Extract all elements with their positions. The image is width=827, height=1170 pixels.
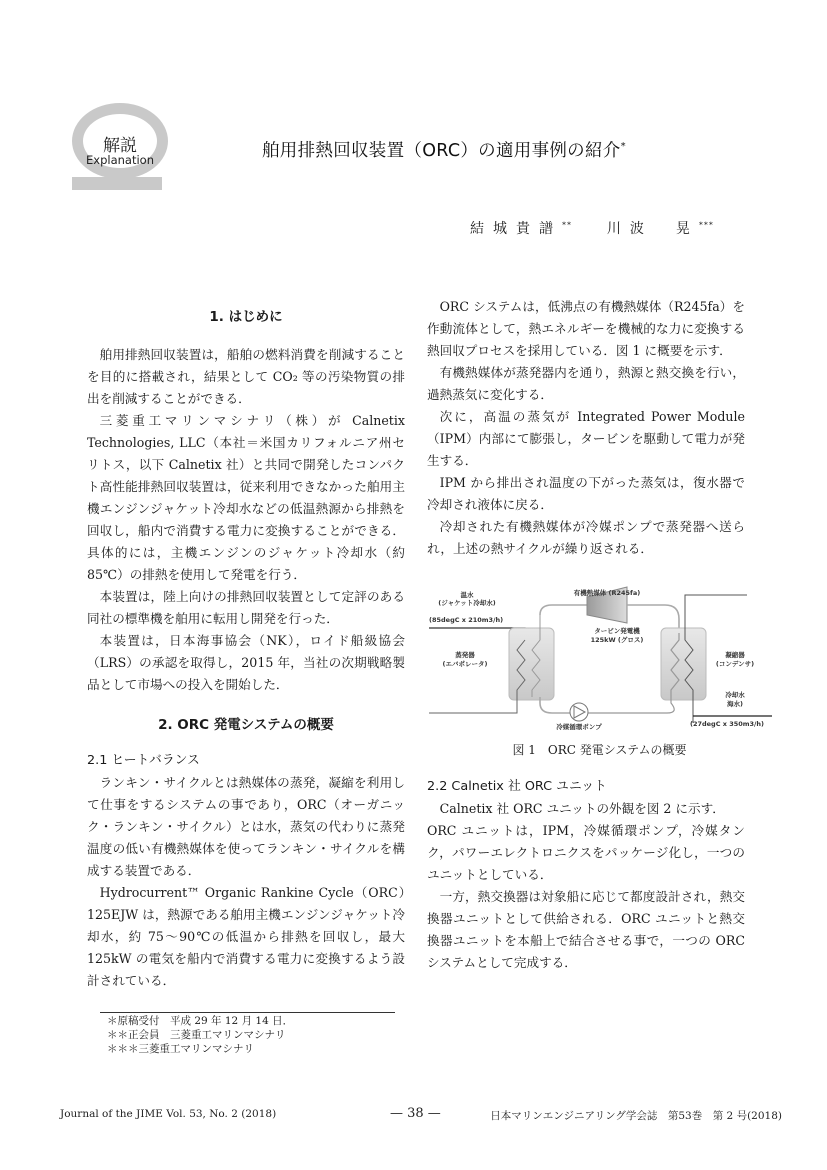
turbine-label: タービン発電機 <box>594 627 640 635</box>
subsection-heading: 2.1 ヒートバランス <box>87 753 200 768</box>
turbine-output-label: 125kW (グロス) <box>590 636 644 644</box>
journal-citation: Journal of the JIME Vol. 53, No. 2 (2018) <box>60 1108 277 1120</box>
paragraph: Calnetix 社 ORC ユニットの外観を図 2 に示す． <box>439 801 725 816</box>
paragraph: 本装置は，陸上向けの排熱回収装置として定評のある同社の標準機を舶用に転用し開発を行った． <box>87 589 405 626</box>
subsection-heading: 2.2 Calnetix 社 ORC ユニット <box>427 779 607 794</box>
paragraph: ORC システムは，低沸点の有機熱媒体（R245fa）を作動流体として，熱エネルギーを機械的な力に変換する熱回収プロセスを採用している．図 1 に概要を示す． <box>427 299 745 358</box>
evaporator-coil-medium <box>540 605 587 615</box>
left-column <box>87 306 405 992</box>
author-line <box>470 218 714 238</box>
hot-water-sub-label: (ジャケット冷却水) <box>438 599 496 607</box>
right-column <box>427 296 745 560</box>
cooling-water-label: 冷却水 <box>725 691 745 699</box>
cooling-water-flow-label: (27degC x 350m3/h) <box>689 720 765 728</box>
footnote: ＊原稿受付 平成 29 年 12 月 14 日． <box>107 1015 294 1027</box>
badge-base <box>72 177 162 190</box>
paragraph: 一方，熱交換器は対象船に応じて都度設計され，熱交換器ユニットとして供給される．ORC ユニットと熱交換器ユニットを本船上で結合させる事で，一つの ORC システムとして完成する． <box>427 889 745 970</box>
section-heading: 2. ORC 発電システムの概要 <box>158 717 334 733</box>
paragraph: 次に，高温の蒸気が Integrated Power Module（IPM）内部にて膨張し，タービンを駆動して電力が発生する． <box>427 409 745 468</box>
paragraph: 舶用排熱回収装置は，船舶の燃料消費を削減することを目的に搭載され，結果として CO₂ 等の汚染物質の排出を削減することができる． <box>87 347 405 406</box>
evaporator-label: 蒸発器 <box>455 651 475 659</box>
condenser-sub-label: (コンデンサ) <box>715 660 755 668</box>
article-title-text: 舶用排熱回収装置（ORC）の適用事例の紹介 <box>262 141 621 161</box>
paragraph: IPM から排出され温度の下がった蒸気は，復水器で冷却され液体に戻る． <box>427 475 745 512</box>
paragraph: 有機熱媒体が蒸発器内を通り，熱源と熱交換を行い，過熱蒸気に変化する． <box>427 365 745 402</box>
right-column-lower <box>427 776 745 974</box>
hot-water-label: 温水 <box>460 591 474 599</box>
author-mark: ** <box>562 220 572 230</box>
paragraph: 三菱重工マリンマシナリ（株）が Calnetix Technologies, LLC（本社＝米国カリフォルニア州セリトス，以下 Calnetix 社）と共同で開発したコンパクト高性能排熱回収装置は，従来利用できなかった舶用主機エンジンジャケット冷却水などの低温熱源から排熱を回収し，船内で消費する電力に変換することができる．具体的には，主機エンジンのジャケット冷却水（約 85℃）の排熱を使用して発電を行う． <box>87 413 405 582</box>
figure-caption: 図 1 ORC 発電システムの概要 <box>512 743 687 757</box>
evaporator-sub-label: (エバポレータ) <box>442 660 488 668</box>
paragraph: Hydrocurrent™ Organic Rankine Cycle（ORC）125EJW は，熱源である舶用主機エンジンジャケット冷却水，約 75～90℃の低温から排熱を回収し，最大 125kW の電気を船内で消費する電力に変換するよう設計されている． <box>87 885 405 988</box>
journal-citation-jp: 日本マリンエンジニアリング学会誌 第53巻 第 2 号(2018) <box>490 1110 782 1122</box>
orc-system-diagram <box>427 585 772 730</box>
badge-label-jp: 解説 <box>103 136 137 156</box>
condenser <box>661 628 706 700</box>
author-mark: *** <box>698 220 714 230</box>
paragraph: ランキン・サイクルとは熱媒体の蒸発，凝縮を利用して仕事をするシステムの事であり，ORC（オーガニック・ランキン・サイクル）とは水，蒸気の代わりに蒸発温度の低い有機熱媒体を使ってランキン・サイクルを構成する装置である． <box>87 775 405 878</box>
footnote: ＊＊正会員 三菱重工マリンマシナリ <box>107 1029 286 1041</box>
section-badge <box>70 103 170 199</box>
footnote: ＊＊＊三菱重工マリンマシナリ <box>107 1043 254 1055</box>
section-heading: 1. はじめに <box>209 309 283 325</box>
footnotes <box>107 1014 293 1056</box>
hot-water-flow-label: (85degC x 210m3/h) <box>429 616 504 624</box>
badge-label-en: Explanation <box>86 153 154 167</box>
footnote-divider <box>100 1012 395 1013</box>
pump-label: 冷媒循環ポンプ <box>556 723 602 730</box>
paragraph: ORC ユニットは，IPM，冷媒循環ポンプ，冷媒タンク，パワーエレクトロニクスをパッケージ化し，一つのユニットとしている． <box>427 823 745 882</box>
title-footnote-mark: * <box>620 141 626 153</box>
medium-label: 有機熱媒体 (R245fa) <box>573 589 641 597</box>
condenser-label: 凝縮器 <box>725 651 745 659</box>
paragraph: 本装置は，日本海事協会（NK），ロイド船級協会（LRS）の承認を取得し，2015 年，当社の次期戦略製品として市場への投入を開始した． <box>87 633 405 692</box>
author-name: 結城貴譜 <box>470 221 562 237</box>
paragraph: 冷却された有機熱媒体が冷媒ポンプで蒸発器へ送られ，上述の熱サイクルが繰り返される． <box>427 519 745 556</box>
author-name: 川波 晃 <box>606 221 699 237</box>
article-title <box>262 137 626 162</box>
page-number: — 38 — <box>390 1106 441 1121</box>
evaporator <box>509 628 554 700</box>
cooling-water-sub-label: 海水) <box>727 700 743 708</box>
